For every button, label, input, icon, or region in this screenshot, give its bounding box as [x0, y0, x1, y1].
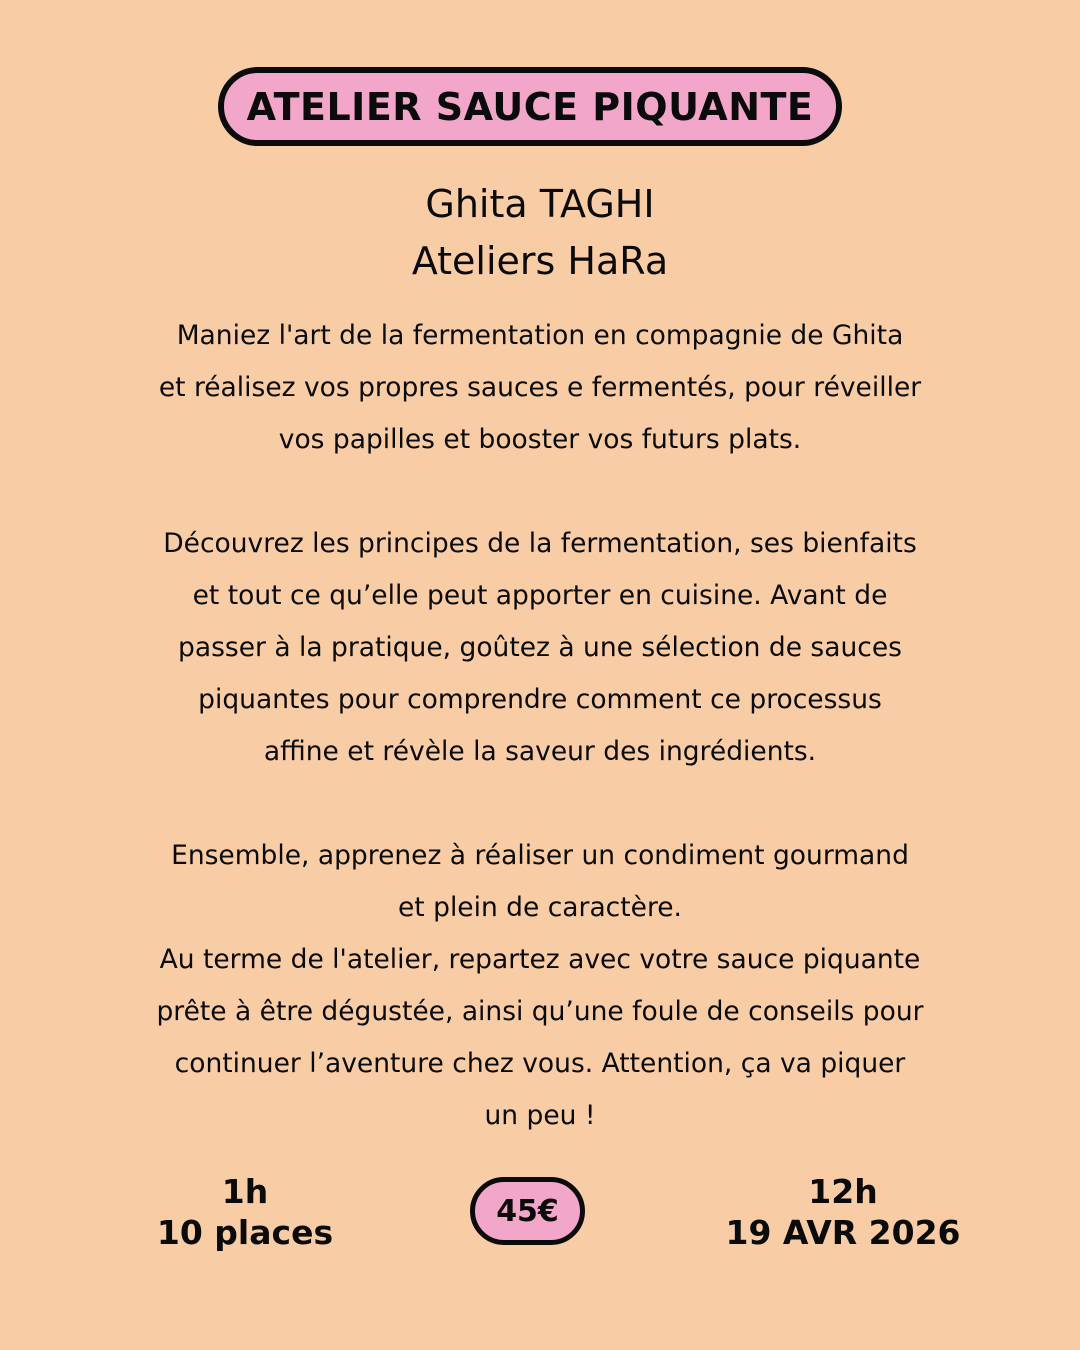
description-line: et plein de caractère. [398, 892, 682, 923]
host-organization: Ateliers HaRa [411, 239, 669, 283]
description-line: affine et révèle la saveur des ingrédients. [263, 736, 817, 767]
description-line: Maniez l'art de la fermentation en compagnie de Ghita [176, 320, 904, 351]
description-line: continuer l’aventure chez vous. Attention, ça va piquer [174, 1048, 906, 1079]
description-line: passer à la pratique, goûtez à une sélection de sauces [178, 632, 902, 663]
places-count: 10 places [156, 1213, 334, 1252]
description-line: et réalisez vos propres sauces e fermentés, pour réveiller [158, 372, 922, 403]
description-line: un peu ! [484, 1100, 596, 1131]
host-name: Ghita TAGHI [425, 182, 655, 226]
price-badge [470, 1177, 585, 1245]
start-time: 12h [808, 1172, 878, 1211]
page-title: ATELIER SAUCE PIQUANTE [246, 84, 814, 129]
description-line: prête à être dégustée, ainsi qu’une foule de conseils pour [156, 996, 924, 1027]
duration-places-block [145, 1171, 345, 1253]
paragraph-gap [90, 778, 990, 830]
description-line: vos papilles et booster vos futurs plats. [278, 424, 802, 455]
host-block [0, 176, 1080, 290]
description-line: piquantes pour comprendre comment ce processus [198, 684, 882, 715]
price: 45€ [496, 1193, 559, 1229]
description [90, 310, 990, 1142]
paragraph-gap [90, 466, 990, 518]
duration: 1h [221, 1172, 269, 1211]
title-badge [218, 67, 842, 146]
description-line: Au terme de l'atelier, repartez avec votre sauce piquante [159, 944, 921, 975]
description-line: Ensemble, apprenez à réaliser un condiment gourmand [171, 840, 909, 871]
description-line: et tout ce qu’elle peut apporter en cuisine. Avant de [192, 580, 888, 611]
event-date: 19 AVR 2026 [725, 1213, 961, 1252]
description-line: Découvrez les principes de la fermentation, ses bienfaits [163, 528, 917, 559]
time-date-block [718, 1171, 968, 1253]
